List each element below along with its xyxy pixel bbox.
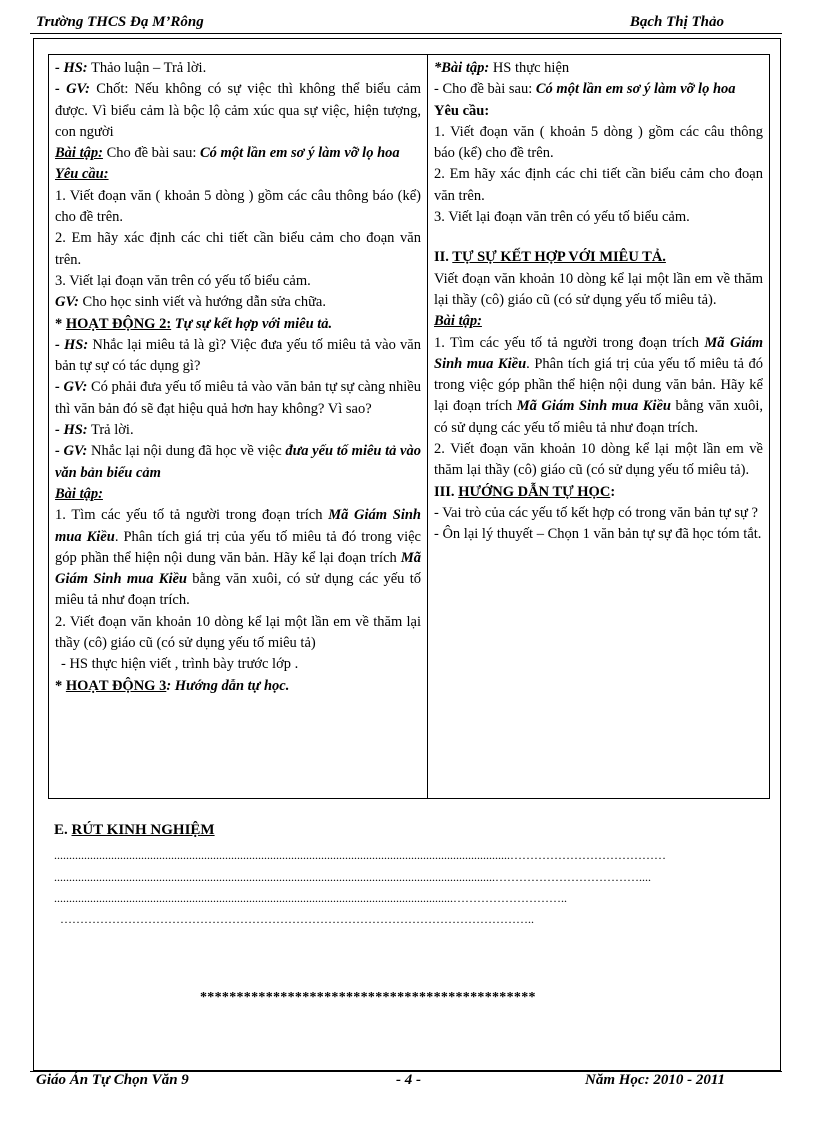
- activity-3-heading: HOẠT ĐỘNG 3: [65, 677, 167, 694]
- requirement-3: 3. Viết lại đoạn văn trên có yếu tố biểu cảm.: [55, 272, 311, 289]
- lesson-table: [48, 54, 770, 799]
- exercise-label-2: Bài tập:: [55, 485, 103, 502]
- separator-stars: **********************************************: [200, 990, 536, 1005]
- page-header: [30, 14, 786, 34]
- requirement-1: 1. Viết đoạn văn ( khoản 5 dòng ) gồm các câu thông báo (kể) cho đề trên.: [55, 187, 421, 226]
- content-column: *Bài tập: HS thực hiện - Cho đề bài sau: Có một lần em sơ ý làm vỡ lọ hoa Yêu cầu: 1. Viết đoạn văn ( khoản 5 dòng ) gồm các câu thông báo (kể) cho đề trên. 2. Em hãy xác định các chi tiết cần biểu cảm cho đoạn văn trên. 3. Viết lại đoạn văn trên có yếu tố biểu cảm. II. TỰ SỰ KẾT HỢP VỚI MIÊU TẢ. Viết đoạn văn khoản 10 dòng kể lại một lần em về thăm lại thầy (cô) giáo cũ (có sử dụng yếu tố miêu tả). Bài tập: 1. Tìm các yếu tố tả người trong đoạn trích Mã Giám Sinh mua Kiều. Phân tích giá trị của yếu tố miêu tả đó trong việc góp phần thể hiện nội dung văn bản. Hãy kể lại đoạn trích Mã Giám Sinh mua Kiều bằng văn xuôi, có sử dụng các yếu tố miêu tả như đoạn trích. 2. Viết đoạn văn khoản 10 dòng kể lại một lần em về thăm lại thầy (cô) giáo cũ (có sử dụng yếu tố miêu tả). III. HƯỚNG DẪN TỰ HỌC: - Vai trò của các yếu tố kết hợp có trong văn bản tự sự ? - Ôn lại lý thuyết – Chọn 1 văn bản tự sự đã học tóm tắt.: [428, 55, 770, 799]
- dotted-line-3: .....................................................................................................................................………………………..: [54, 891, 567, 905]
- footer-title: Giáo Án Tự Chọn Văn 9: [36, 1072, 189, 1088]
- page-number: - 4 -: [396, 1072, 421, 1088]
- school-name: Trường THCS Đạ M’Rông: [36, 14, 204, 30]
- header-rule: [30, 33, 782, 34]
- gv-label: - GV:: [55, 81, 90, 98]
- author-name: Bạch Thị Thảo: [629, 14, 724, 30]
- dotted-line-2: ...................................................................................................................................................………………………………....: [54, 870, 651, 884]
- requirement-2: 2. Em hãy xác định các chi tiết cần biểu cảm cho đoạn văn trên.: [55, 230, 421, 268]
- hs-label: - HS:: [55, 60, 88, 76]
- school-year: Năm Học: 2010 - 2011: [585, 1072, 725, 1088]
- dotted-line-4: ………………………………………………………………………………………………………..: [60, 912, 534, 926]
- dotted-line-1: ........................................................................................................................................................…………………………………: [54, 848, 666, 862]
- section-ii-heading: TỰ SỰ KẾT HỢP VỚI MIÊU TẢ.: [452, 249, 666, 266]
- exercise-topic: Có một lần em sơ ý làm vỡ lọ hoa: [200, 145, 400, 162]
- section-e-heading: E. RÚT KINH NGHIỆM: [54, 822, 215, 838]
- exercise-item-1: 1. Tìm các yếu tố tả người trong đoạn trích Mã Giám Sinh mua Kiều. Phân tích giá trị của yếu tố miêu tả đó trong việc góp phần thể hiện nội dung văn bản. Hãy kể lại đoạn trích Mã Giám Sinh mua Kiều bằng văn xuôi, có sử dụng các yếu tố miêu tả như đoạn trích.: [55, 507, 422, 609]
- activity-2-heading: HOẠT ĐỘNG 2:: [65, 315, 172, 332]
- teacher-student-activities-column: - HS: Thảo luận – Trả lời. - GV: Chốt: Nếu không có sự việc thì không thể biểu cảm được. Vì biểu cảm là bộc lộ cảm xúc qua sự việc, hiện tượng, con người Bài tập: Cho đề bài sau: Có một lần em sơ ý làm vỡ lọ hoa Yêu cầu: 1. Viết đoạn văn ( khoản 5 dòng ) gồm các câu thông báo (kể) cho đề trên. 2. Em hãy xác định các chi tiết cần biểu cảm cho đoạn văn trên. 3. Viết lại đoạn văn trên có yếu tố biểu cảm. GV: Cho học sinh viết và hướng dẫn sửa chữa. * HOẠT ĐỘNG 2: Tự sự kết hợp với miêu tả. - HS: Nhắc lại miêu tả là gì? Việc đưa yếu tố miêu tả vào văn bản tự sự có tác dụng gì? - GV: Có phải đưa yếu tố miêu tả vào văn bản tự sự càng nhiều thì văn bản đó sẽ đạt hiệu quả hơn hay không? Vì sao? - HS: Trả lời. - GV: Nhắc lại nội dung đã học về việc đưa yếu tố miêu tả vào văn bản biểu cảm Bài tập: 1. Tìm các yếu tố tả người trong đoạn trích Mã Giám Sinh mua Kiều. Phân tích giá trị của yếu tố miêu tả đó trong việc góp phần thể hiện nội dung văn bản. Hãy kể lại đoạn trích Mã Giám Sinh mua Kiều bằng văn xuôi, có sử dụng các yếu tố miêu tả như đoạn trích. 2. Viết đoạn văn khoản 10 dòng kể lại một lần em về thăm lại thầy (cô) giáo cũ (có sử dụng yếu tố miêu tả) - HS thực hiện viết , trình bày trước lớp . * HOẠT ĐỘNG 3: Hướng dẫn tự học.: [49, 55, 428, 799]
- exercise-item-2: 2. Viết đoạn văn khoản 10 dòng kể lại một lần em về thăm lại thầy (cô) giáo cũ (có sử dụng yếu tố miêu tả): [55, 613, 421, 652]
- section-iii-heading: HƯỚNG DẪN TỰ HỌC: [458, 483, 611, 500]
- requirements-label: Yêu cầu:: [55, 166, 109, 183]
- exercise-label: Bài tập:: [55, 145, 103, 162]
